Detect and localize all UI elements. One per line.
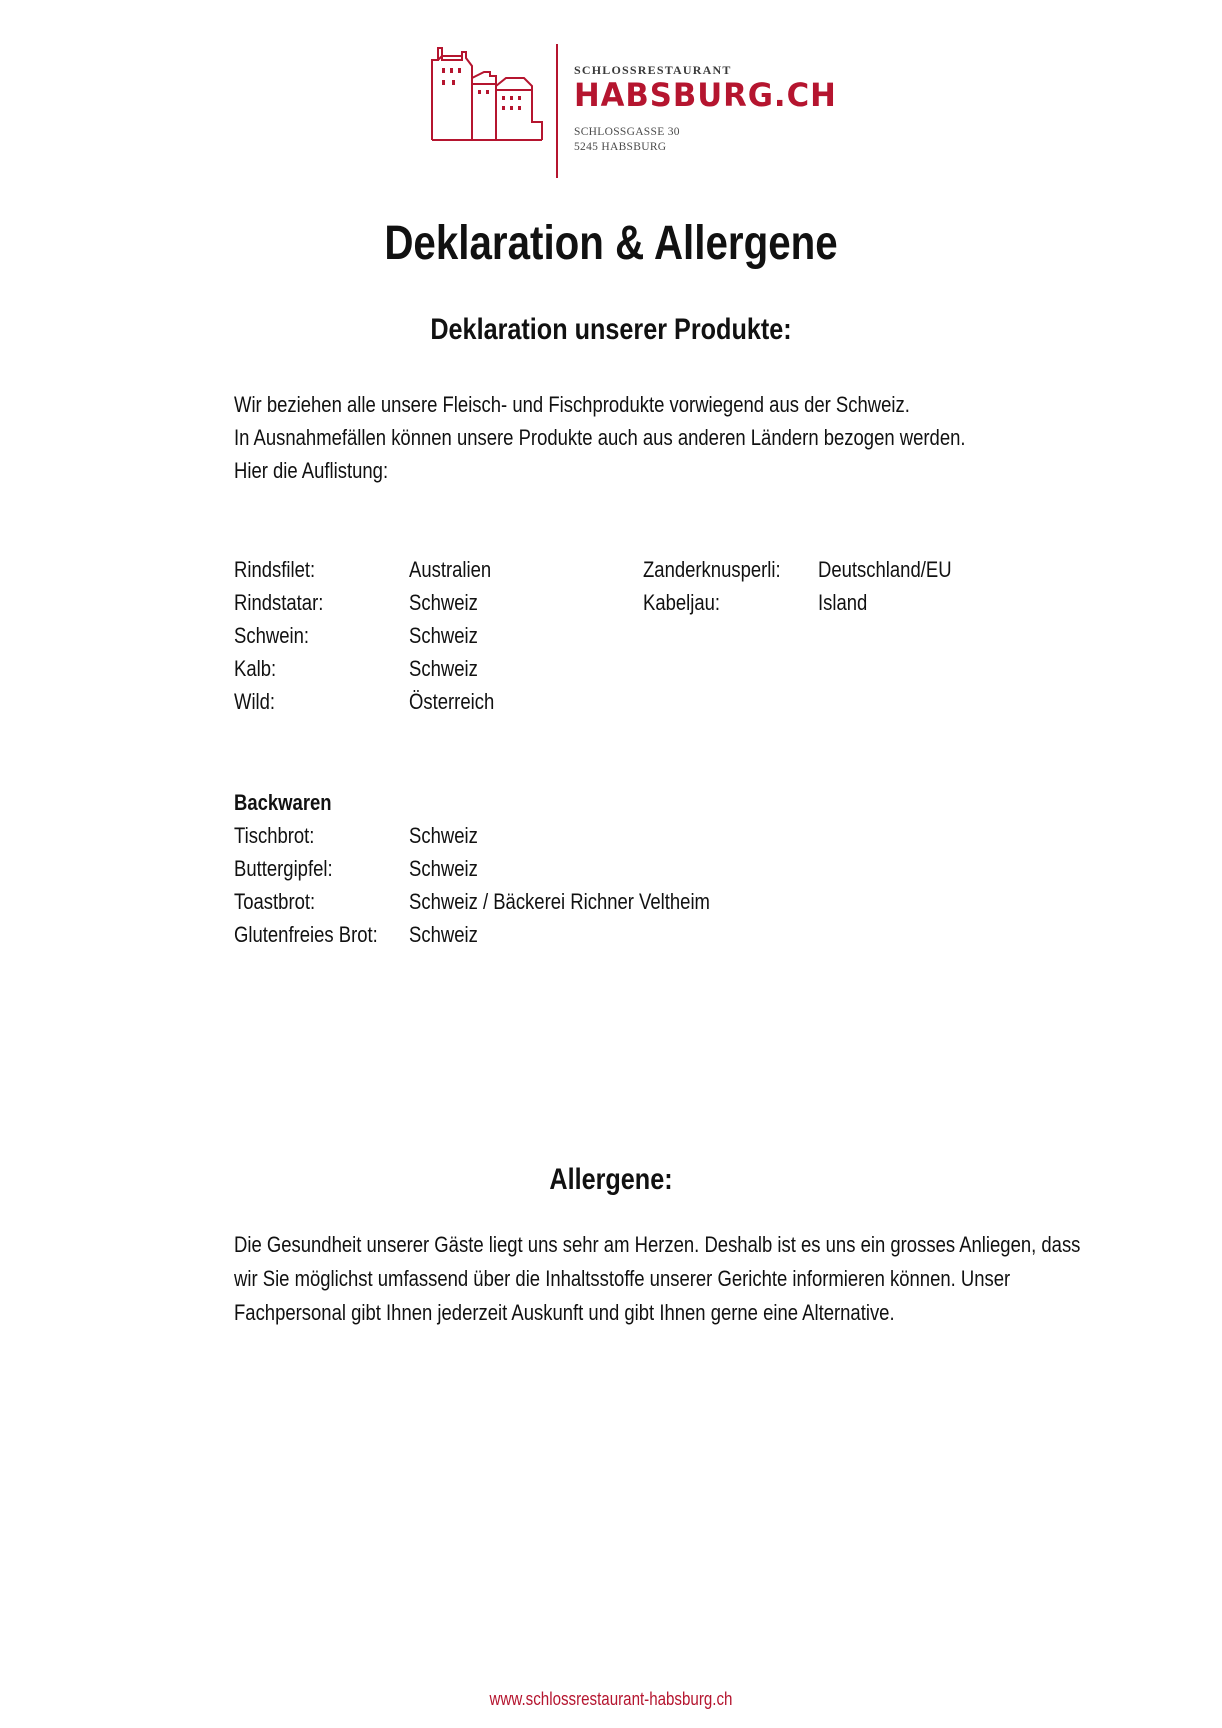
table-row (234, 885, 834, 918)
table-row (234, 619, 574, 652)
product-origin: Schweiz (409, 922, 478, 947)
table-row (234, 819, 834, 852)
product-name: Kalb: (234, 656, 277, 681)
product-name: Rindsfilet: (234, 557, 316, 582)
product-name: Buttergipfel: (234, 856, 333, 881)
product-origin: Schweiz (409, 823, 478, 848)
product-origin: Schweiz (409, 656, 478, 681)
intro-line: Wir beziehen alle unsere Fleisch- und Fischprodukte vorwiegend aus der Schweiz. (234, 392, 910, 417)
table-row (234, 852, 834, 885)
product-name: Glutenfreies Brot: (234, 922, 378, 947)
paragraph-line: Fachpersonal gibt Ihnen jederzeit Auskunft und gibt Ihnen gerne eine Alternative. (234, 1300, 895, 1325)
declaration-intro (234, 388, 1105, 487)
intro-line: Hier die Auflistung: (234, 458, 389, 483)
bakery-section-label: Backwaren (234, 790, 332, 815)
intro-line: In Ausnahmefällen können unsere Produkte auch aus anderen Ländern bezogen werden. (234, 425, 966, 450)
product-origin: Schweiz (409, 856, 478, 881)
product-name: Tischbrot: (234, 823, 315, 848)
address-line-1: SCHLOSSGASSE 30 (574, 126, 680, 138)
product-name: Toastbrot: (234, 889, 316, 914)
logo-text (574, 63, 848, 155)
brand-name: HABSBURG.CH (574, 76, 837, 114)
product-name: Rindstatar: (234, 590, 324, 615)
table-row (234, 652, 574, 685)
castle-icon (428, 44, 546, 144)
product-origin: Schweiz (409, 623, 478, 648)
paragraph-line: wir Sie möglichst umfassend über die Inhaltsstoffe unserer Gerichte informieren können. Unser (234, 1266, 1011, 1291)
bakery-origin-table (234, 786, 834, 951)
table-row (234, 685, 574, 718)
fish-origin-table (643, 553, 983, 619)
table-row (234, 553, 574, 586)
allergens-paragraph (234, 1228, 1222, 1330)
declaration-heading: Deklaration unserer Produkte: (430, 313, 792, 346)
table-row (643, 586, 983, 619)
table-row (643, 553, 983, 586)
product-origin: Schweiz (409, 590, 478, 615)
product-origin: Schweiz / Bäckerei Richner Veltheim (409, 889, 710, 914)
table-row (234, 918, 834, 951)
page-title: Deklaration & Allergene (384, 217, 838, 270)
address-line-2: 5245 HABSBURG (574, 141, 667, 153)
product-origin: Australien (409, 557, 492, 582)
product-name: Schwein: (234, 623, 309, 648)
product-name: Wild: (234, 689, 276, 714)
product-name: Zanderknusperli: (643, 557, 781, 582)
table-row (234, 786, 834, 819)
website-link[interactable]: www.schlossrestaurant-habsburg.ch (489, 1689, 733, 1709)
logo-divider (556, 44, 558, 178)
product-origin: Österreich (409, 689, 495, 714)
product-name: Kabeljau: (643, 590, 721, 615)
product-origin: Island (818, 590, 868, 615)
table-row (234, 586, 574, 619)
allergens-heading: Allergene: (549, 1163, 673, 1196)
meat-origin-table (234, 553, 574, 718)
brand-address (574, 125, 848, 155)
brand-tagline: SCHLOSSRESTAURANT (574, 63, 732, 77)
product-origin: Deutschland/EU (818, 557, 952, 582)
restaurant-logo (428, 44, 848, 184)
paragraph-line: Die Gesundheit unserer Gäste liegt uns sehr am Herzen. Deshalb ist es uns ein grosses Anliegen, dass (234, 1232, 1081, 1257)
